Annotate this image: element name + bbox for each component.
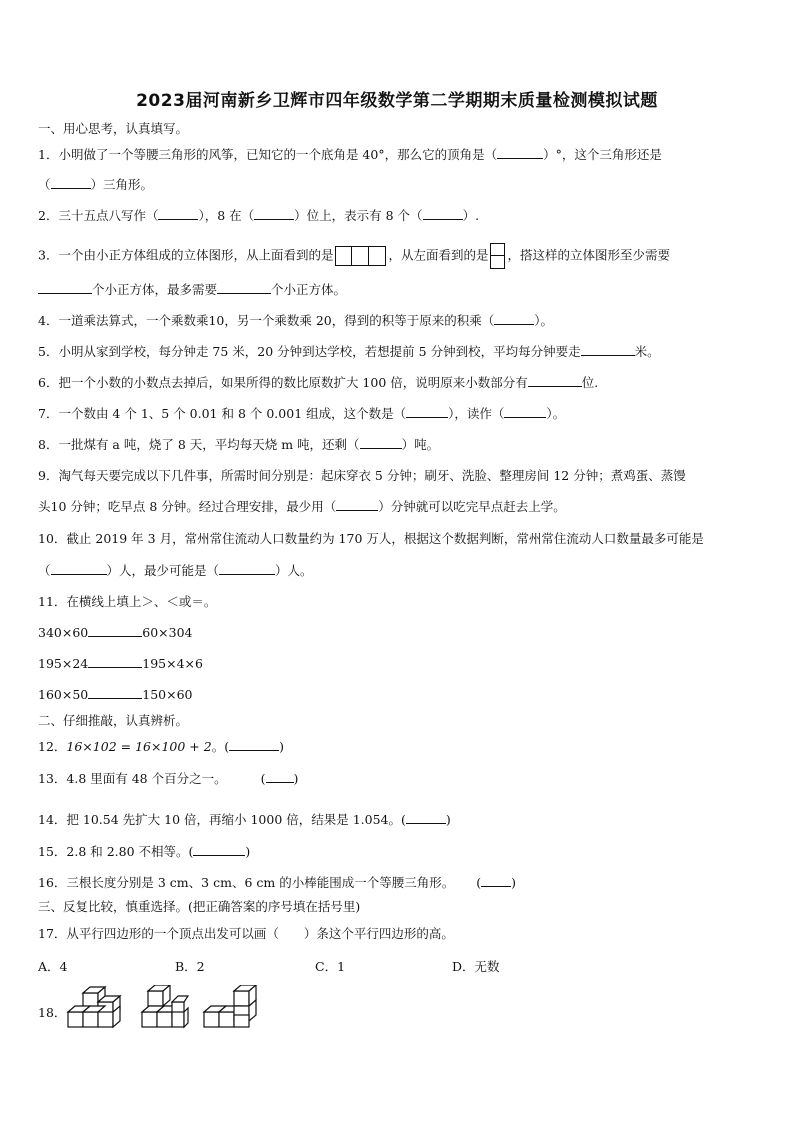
answer-blank[interactable]: [423, 207, 463, 220]
answer-blank[interactable]: [254, 207, 294, 220]
question-15: 15．2.8 和 2.80 不相等。( ): [38, 844, 251, 859]
answer-blank[interactable]: [51, 176, 91, 189]
cube-figure-1: [64, 985, 126, 1035]
answer-blank[interactable]: [528, 374, 582, 387]
option-c[interactable]: C．1: [315, 959, 346, 974]
answer-blank[interactable]: [497, 146, 543, 159]
option-a[interactable]: A．4: [38, 959, 68, 974]
answer-blank[interactable]: [88, 686, 142, 699]
answer-blank[interactable]: [88, 624, 142, 637]
answer-blank[interactable]: [360, 436, 402, 449]
question-10-line-1: 10．截止 2019 年 3 月，常州常住流动人口数量约为 170 万人，根据这个数据判断，常州常住流动人口数量最多可能是: [38, 531, 704, 546]
question-18-number: 18．: [38, 1005, 67, 1020]
question-10-line-2: （ ）人，最少可能是（ ）人。: [38, 563, 313, 578]
question-11-a: 340×60 60×304: [38, 625, 193, 640]
page-title: 2023届河南新乡卫辉市四年级数学第二学期期末质量检测模拟试题: [136, 91, 658, 111]
section-2-heading: 二、仔细推敲，认真辨析。: [38, 713, 189, 728]
answer-blank[interactable]: [494, 312, 534, 325]
answer-blank[interactable]: [51, 562, 107, 575]
question-2: 2．三十五点八写作（ ），8 在（ ）位上，表示有 8 个（ ）.: [38, 208, 480, 223]
question-11-b: 195×24 195×4×6: [38, 656, 203, 671]
question-5: 5．小明从家到学校，每分钟走 75 米，20 分钟到达学校，若想提前 5 分钟到校，平均每分钟要走 米。: [38, 344, 660, 359]
left-view-figure: [490, 243, 505, 269]
question-8: 8．一批煤有 a 吨，烧了 8 天，平均每天烧 m 吨，还剩（ ）吨。: [38, 437, 440, 452]
answer-blank[interactable]: [406, 405, 448, 418]
answer-blank[interactable]: [336, 498, 378, 511]
section-1-heading: 一、用心思考，认真填写。: [38, 121, 189, 136]
answer-blank[interactable]: [158, 207, 198, 220]
section-3-heading: 三、反复比较，慎重选择。(把正确答案的序号填在括号里): [38, 899, 361, 914]
option-d[interactable]: D．无数: [452, 959, 500, 974]
cube-figure-2: [138, 985, 190, 1035]
question-6: 6．把一个小数的小数点去掉后，如果所得的数比原数扩大 100 倍，说明原来小数部分有 位.: [38, 375, 599, 390]
answer-blank[interactable]: [406, 811, 446, 824]
answer-blank[interactable]: [266, 770, 294, 783]
question-14: 14．把 10.54 先扩大 10 倍，再缩小 1000 倍，结果是 1.054。( ): [38, 812, 451, 827]
answer-blank[interactable]: [193, 843, 245, 856]
top-view-figure: [335, 246, 386, 266]
answer-blank[interactable]: [504, 405, 546, 418]
question-9-line-1: 9．淘气每天要完成以下几件事，所需时间分别是：起床穿衣 5 分钟；刷牙、洗脸、整理房间 12 分钟；煮鸡蛋、蒸馒: [38, 468, 686, 483]
question-3-line-1: 3．一个由小正方体组成的立体图形，从上面看到的是 ，从左面看到的是 ，搭这样的立体图形至少需要: [38, 243, 670, 269]
question-9-line-2: 头10 分钟；吃早点 8 分钟。经过合理安排，最少用（ ）分钟就可以吃完早点赶去上学。: [38, 499, 566, 514]
answer-blank[interactable]: [481, 874, 511, 887]
question-3-line-2: 个小正方体，最多需要 个小正方体。: [38, 281, 346, 299]
question-7: 7．一个数由 4 个 1、5 个 0.01 和 8 个 0.001 组成，这个数是（ ），读作（ ）。: [38, 406, 566, 421]
question-11: 11．在横线上填上＞、＜或＝。: [38, 594, 217, 609]
answer-blank[interactable]: [229, 738, 279, 751]
answer-blank[interactable]: [217, 281, 271, 294]
question-17: 17．从平行四边形的一个顶点出发可以画（ ）条这个平行四边形的高。: [38, 926, 454, 941]
answer-blank[interactable]: [38, 281, 92, 294]
question-13: 13．4.8 里面有 48 个百分之一。 ( ): [38, 771, 299, 786]
answer-blank[interactable]: [219, 562, 275, 575]
answer-blank[interactable]: [581, 343, 635, 356]
question-1-line-1: 1．小明做了一个等腰三角形的风筝，已知它的一个底角是 40°，那么它的顶角是（ ）°，这个三角形还是: [38, 147, 662, 162]
cube-figure-3: [200, 985, 262, 1035]
question-11-c: 160×50 150×60: [38, 687, 193, 702]
option-b[interactable]: B．2: [175, 959, 205, 974]
answer-blank[interactable]: [88, 655, 142, 668]
question-1-line-2: （ ）三角形。: [38, 177, 154, 192]
question-12: 12．16×102 = 16×100 + 2。( ): [38, 739, 284, 754]
question-16: 16．三根长度分别是 3 cm、3 cm、6 cm 的小棒能围成一个等腰三角形。 ( ): [38, 875, 516, 890]
question-4: 4．一道乘法算式，一个乘数乘10，另一个乘数乘 20，得到的积等于原来的积乘（ ）。: [38, 313, 554, 328]
